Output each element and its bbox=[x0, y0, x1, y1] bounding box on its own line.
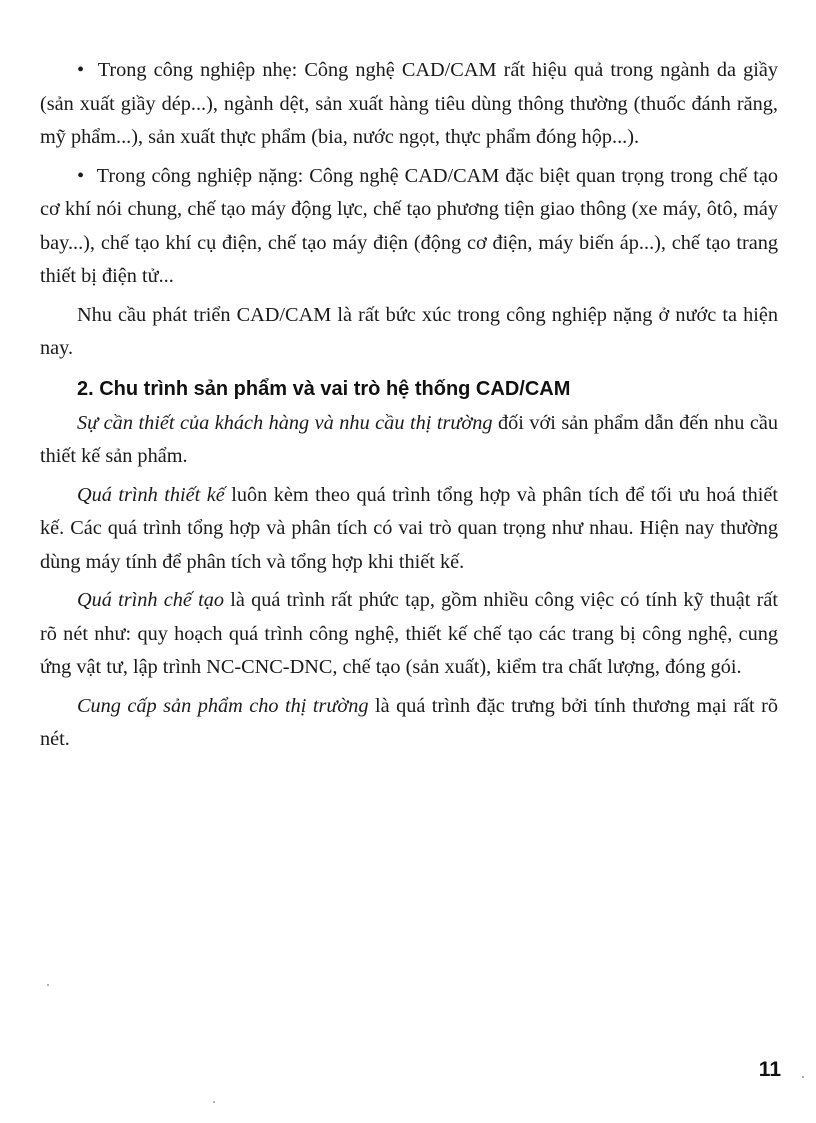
paragraph-demand bbox=[40, 299, 778, 366]
paragraph-text: luôn kèm theo quá trình tổng hợp và phân tích để tối ưu hoá thiết kế. Các quá trình tổng hợp và phân tích có vai trò quan trọng như nhau. Hiện nay thường dùng máy tính để phân tích và tổng hợp khi thiết kế. bbox=[40, 483, 778, 573]
page-number: 11 bbox=[758, 1058, 781, 1081]
paragraph-supply bbox=[40, 690, 778, 757]
paragraph-design-process bbox=[40, 479, 778, 580]
bullet-icon: • bbox=[77, 59, 85, 81]
italic-term: Quá trình chế tạo bbox=[77, 589, 225, 611]
page-body bbox=[40, 54, 778, 762]
paragraph-light-industry bbox=[40, 54, 778, 155]
paragraph-text: là quá trình rất phức tạp, gồm nhiều công việc có tính kỹ thuật rất rõ nét như: quy hoạch quá trình công nghệ, thiết kế chế tạo các trang bị công nghệ, cung ứng vật tư, lập trình NC-CNC-DNC, chế tạo (sản xuất), kiểm tra chất lượng, đóng gói. bbox=[40, 589, 778, 678]
paragraph-text: Trong công nghiệp nhẹ: Công nghệ CAD/CAM rất hiệu quả trong ngành da giầy (sản xuất giầy dép...), ngành dệt, sản xuất hàng tiêu dùng thông thường (thuốc đánh răng, mỹ phẩm...), sản xuất thực phẩm (bia, nước ngọt, thực phẩm đóng hộp...). bbox=[40, 59, 778, 148]
paragraph-customer-need bbox=[40, 407, 778, 474]
italic-term: Cung cấp sản phẩm cho thị trường bbox=[77, 694, 369, 717]
scan-speck bbox=[213, 1101, 215, 1103]
italic-term: Quá trình thiết kế bbox=[77, 483, 225, 506]
paragraph-text: là quá trình đặc trưng bởi tính thương mại rất rõ nét. bbox=[40, 694, 778, 750]
scan-speck bbox=[47, 984, 49, 986]
section-heading: 2. Chu trình sản phẩm và vai trò hệ thống CAD/CAM bbox=[77, 377, 571, 400]
italic-term: Sự cần thiết của khách hàng và nhu cầu thị trường bbox=[77, 411, 493, 434]
scan-speck bbox=[802, 1076, 804, 1078]
bullet-icon: • bbox=[77, 164, 85, 187]
paragraph-heavy-industry bbox=[40, 160, 778, 294]
paragraph-manufacturing-process bbox=[40, 584, 778, 685]
paragraph-text: Trong công nghiệp nặng: Công nghệ CAD/CAM đặc biệt quan trọng trong chế tạo cơ khí nói chung, chế tạo máy động lực, chế tạo phương tiện giao thông (xe máy, ôtô, máy bay...), chế tạo khí cụ điện, chế tạo máy điện (động cơ điện, máy biến áp...), chế tạo trang thiết bị điện tử... bbox=[40, 164, 778, 287]
paragraph-text: Nhu cầu phát triển CAD/CAM là rất bức xúc trong công nghiệp nặng ở nước ta hiện nay. bbox=[40, 303, 778, 359]
paragraph-text: đối với sản phẩm dẫn đến nhu cầu thiết kế sản phẩm. bbox=[40, 411, 778, 467]
